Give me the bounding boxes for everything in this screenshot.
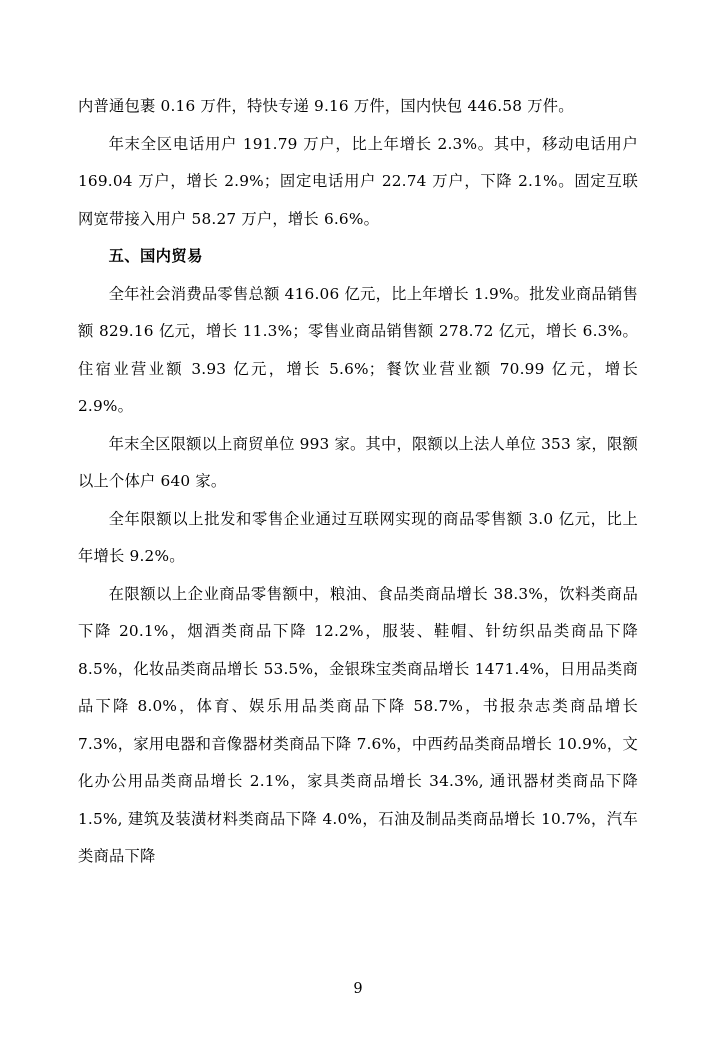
page-number: 9 [353,981,363,997]
document-body [78,88,638,876]
paragraph-online-retail: 全年限额以上批发和零售企业通过互联网实现的商品零售额 3.0 亿元，比上年增长 9.2%。 [78,509,638,565]
paragraph-category-breakdown: 在限额以上企业商品零售额中，粮油、食品类商品增长 38.3%，饮料类商品下降 20.1%，烟酒类商品下降 12.2%，服装、鞋帽、针纺织品类商品下降 8.5%，化妆品类商品增长 53.5%，金银珠宝类商品增长 1471.4%，日用品类商品下降 8.0%，体育、娱乐用品类商品下降 58.7%，书报杂志类商品增长 7.3%，家用电器和音像器材类商品下降 7.6%，中西药品类商品增长 10.9%，文化办公用品类商品增长 2.1%，家具类商品增长 34.3%, 通讯器材类商品下降 1.5%, 建筑及装潢材料类商品下降 4.0%，石油及制品类商品增长 10.7%，汽车类商品下降 [78,584,638,865]
paragraph-retail-total: 全年社会消费品零售总额 416.06 亿元，比上年增长 1.9%。批发业商品销售额 829.16 亿元，增长 11.3%；零售业商品销售额 278.72 亿元，增长 6.3%。住宿业营业额 3.93 亿元，增长 5.6%；餐饮业营业额 70.99 亿元，增长 2.9%。 [78,284,638,415]
section-heading-domestic-trade: 五、国内贸易 [108,247,203,265]
paragraph-continuation: 内普通包裹 0.16 万件，特快专递 9.16 万件，国内快包 446.58 万件。 [78,97,574,115]
paragraph-trade-units: 年末全区限额以上商贸单位 993 家。其中，限额以上法人单位 353 家，限额以上个体户 640 家。 [78,434,638,490]
paragraph-telecom: 年末全区电话用户 191.79 万户，比上年增长 2.3%。其中，移动电话用户 169.04 万户，增长 2.9%；固定电话用户 22.74 万户，下降 2.1%。固定互联网宽带接入用户 58.27 万户，增长 6.6%。 [78,134,638,228]
